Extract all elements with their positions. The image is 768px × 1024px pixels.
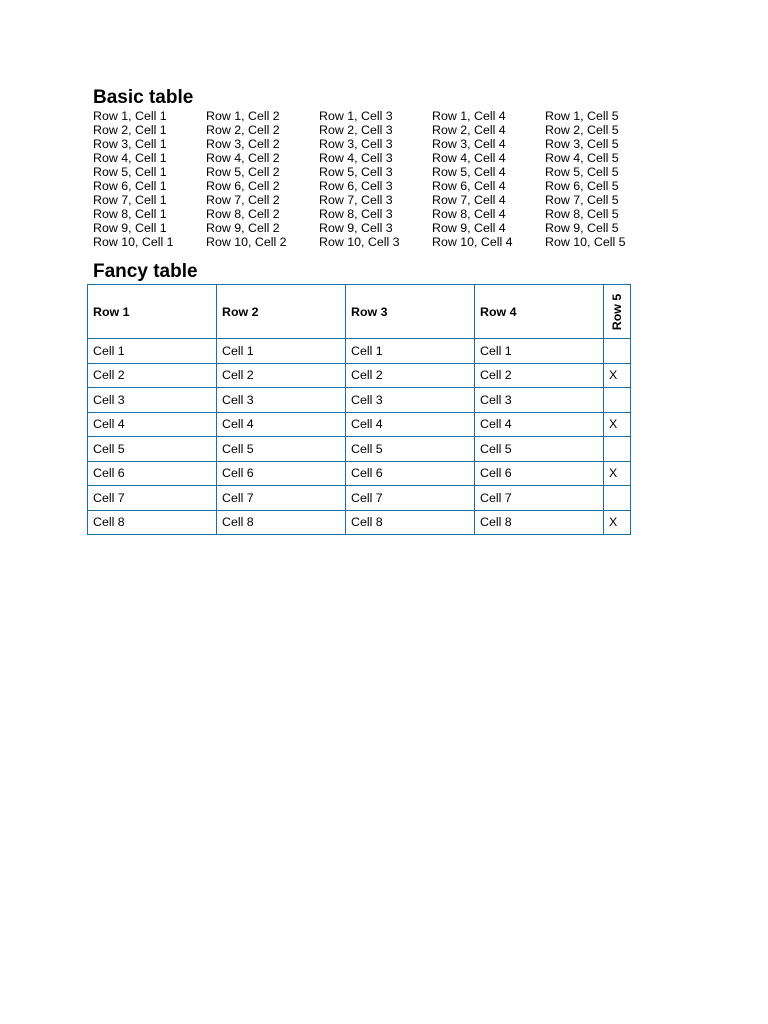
basic-table-row	[93, 123, 658, 137]
basic-table-cell: Row 6, Cell 1	[93, 179, 167, 193]
basic-table-cell: Row 5, Cell 1	[93, 165, 167, 179]
fancy-table-body	[88, 339, 631, 535]
fancy-table-row	[88, 486, 631, 511]
basic-table-cell: Row 7, Cell 1	[93, 193, 167, 207]
basic-table-cell: Row 6, Cell 4	[432, 179, 506, 193]
fancy-table-header-rotated-label: Row 5	[610, 293, 624, 330]
fancy-table-cell: Cell 7	[475, 486, 604, 511]
basic-table-row	[93, 179, 658, 193]
basic-table-cell: Row 5, Cell 5	[545, 165, 619, 179]
basic-table-cell: Row 2, Cell 1	[93, 123, 167, 137]
fancy-table-cell: Cell 1	[217, 339, 346, 364]
basic-table-cell: Row 4, Cell 4	[432, 151, 506, 165]
basic-table-row	[93, 137, 658, 151]
fancy-table-mark-cell	[604, 486, 631, 511]
fancy-table-mark-cell: X	[604, 363, 631, 388]
basic-table-cell: Row 1, Cell 4	[432, 109, 506, 123]
basic-table-cell: Row 2, Cell 3	[319, 123, 393, 137]
fancy-table-header-cell: Row 2	[217, 285, 346, 339]
fancy-table-wrapper	[87, 284, 652, 535]
basic-table-cell: Row 7, Cell 5	[545, 193, 619, 207]
fancy-table-row	[88, 461, 631, 486]
fancy-table-cell: Cell 1	[475, 339, 604, 364]
basic-table-row	[93, 151, 658, 165]
basic-table-cell: Row 7, Cell 2	[206, 193, 280, 207]
fancy-table-cell: Cell 2	[475, 363, 604, 388]
basic-table-cell: Row 2, Cell 4	[432, 123, 506, 137]
basic-table-cell: Row 10, Cell 1	[93, 235, 174, 249]
basic-table	[93, 109, 658, 249]
basic-table-cell: Row 10, Cell 4	[432, 235, 513, 249]
fancy-table-cell: Cell 6	[346, 461, 475, 486]
basic-table-cell: Row 2, Cell 2	[206, 123, 280, 137]
basic-table-cell: Row 8, Cell 2	[206, 207, 280, 221]
fancy-table-cell: Cell 3	[217, 388, 346, 413]
fancy-table	[87, 284, 631, 535]
fancy-table-cell: Cell 8	[475, 510, 604, 535]
fancy-table-cell: Cell 3	[88, 388, 217, 413]
basic-table-cell: Row 9, Cell 2	[206, 221, 280, 235]
basic-table-row	[93, 193, 658, 207]
fancy-table-cell: Cell 6	[475, 461, 604, 486]
fancy-table-row	[88, 388, 631, 413]
basic-table-cell: Row 8, Cell 3	[319, 207, 393, 221]
basic-table-cell: Row 4, Cell 1	[93, 151, 167, 165]
fancy-table-cell: Cell 1	[88, 339, 217, 364]
basic-table-cell: Row 5, Cell 3	[319, 165, 393, 179]
fancy-table-row	[88, 437, 631, 462]
fancy-table-cell: Cell 5	[346, 437, 475, 462]
fancy-table-cell: Cell 4	[346, 412, 475, 437]
basic-table-row	[93, 109, 658, 123]
fancy-table-cell: Cell 5	[475, 437, 604, 462]
fancy-table-cell: Cell 4	[475, 412, 604, 437]
fancy-table-mark-cell: X	[604, 412, 631, 437]
fancy-table-header-row	[88, 285, 631, 339]
basic-table-cell: Row 4, Cell 3	[319, 151, 393, 165]
basic-table-cell: Row 9, Cell 3	[319, 221, 393, 235]
basic-table-body	[93, 109, 658, 249]
basic-table-cell: Row 6, Cell 5	[545, 179, 619, 193]
basic-table-cell: Row 8, Cell 5	[545, 207, 619, 221]
fancy-table-title: Fancy table	[93, 261, 198, 282]
basic-table-title: Basic table	[93, 87, 194, 108]
fancy-table-cell: Cell 3	[475, 388, 604, 413]
basic-table-row	[93, 207, 658, 221]
fancy-table-cell: Cell 1	[346, 339, 475, 364]
fancy-table-row	[88, 363, 631, 388]
basic-table-cell: Row 8, Cell 4	[432, 207, 506, 221]
basic-table-cell: Row 6, Cell 2	[206, 179, 280, 193]
basic-table-cell: Row 3, Cell 4	[432, 137, 506, 151]
fancy-table-mark-cell	[604, 437, 631, 462]
basic-table-cell: Row 7, Cell 4	[432, 193, 506, 207]
fancy-table-cell: Cell 3	[346, 388, 475, 413]
basic-table-cell: Row 2, Cell 5	[545, 123, 619, 137]
fancy-table-cell: Cell 4	[88, 412, 217, 437]
basic-table-cell: Row 1, Cell 3	[319, 109, 393, 123]
fancy-table-mark-cell	[604, 388, 631, 413]
fancy-table-cell: Cell 8	[346, 510, 475, 535]
basic-table-cell: Row 3, Cell 5	[545, 137, 619, 151]
fancy-table-cell: Cell 2	[217, 363, 346, 388]
fancy-table-mark-cell: X	[604, 510, 631, 535]
basic-table-cell: Row 1, Cell 1	[93, 109, 167, 123]
fancy-table-cell: Cell 8	[217, 510, 346, 535]
basic-table-cell: Row 10, Cell 2	[206, 235, 287, 249]
basic-table-cell: Row 4, Cell 5	[545, 151, 619, 165]
basic-table-row	[93, 221, 658, 235]
fancy-table-mark-cell: X	[604, 461, 631, 486]
basic-table-cell: Row 5, Cell 2	[206, 165, 280, 179]
fancy-table-cell: Cell 5	[217, 437, 346, 462]
basic-table-cell: Row 9, Cell 4	[432, 221, 506, 235]
basic-table-cell: Row 8, Cell 1	[93, 207, 167, 221]
fancy-table-cell: Cell 2	[346, 363, 475, 388]
fancy-table-header-cell	[604, 285, 631, 339]
fancy-table-cell: Cell 7	[88, 486, 217, 511]
fancy-table-header-cell: Row 1	[88, 285, 217, 339]
basic-table-cell: Row 9, Cell 5	[545, 221, 619, 235]
basic-table-row	[93, 165, 658, 179]
basic-table-cell: Row 3, Cell 2	[206, 137, 280, 151]
fancy-table-mark-cell	[604, 339, 631, 364]
fancy-table-cell: Cell 7	[217, 486, 346, 511]
fancy-table-row	[88, 339, 631, 364]
basic-table-cell: Row 3, Cell 3	[319, 137, 393, 151]
fancy-table-cell: Cell 4	[217, 412, 346, 437]
basic-table-cell: Row 10, Cell 3	[319, 235, 400, 249]
fancy-table-cell: Cell 2	[88, 363, 217, 388]
fancy-table-header-cell: Row 4	[475, 285, 604, 339]
basic-table-cell: Row 10, Cell 5	[545, 235, 626, 249]
fancy-table-cell: Cell 7	[346, 486, 475, 511]
basic-table-cell: Row 4, Cell 2	[206, 151, 280, 165]
basic-table-cell: Row 3, Cell 1	[93, 137, 167, 151]
fancy-table-cell: Cell 6	[88, 461, 217, 486]
fancy-table-cell: Cell 5	[88, 437, 217, 462]
basic-table-cell: Row 7, Cell 3	[319, 193, 393, 207]
basic-table-cell: Row 9, Cell 1	[93, 221, 167, 235]
basic-table-cell: Row 6, Cell 3	[319, 179, 393, 193]
fancy-table-row	[88, 510, 631, 535]
basic-table-cell: Row 1, Cell 2	[206, 109, 280, 123]
basic-table-cell: Row 5, Cell 4	[432, 165, 506, 179]
fancy-table-cell: Cell 8	[88, 510, 217, 535]
basic-table-row	[93, 235, 658, 249]
fancy-table-row	[88, 412, 631, 437]
fancy-table-cell: Cell 6	[217, 461, 346, 486]
basic-table-cell: Row 1, Cell 5	[545, 109, 619, 123]
document-page	[93, 87, 658, 535]
fancy-table-header-cell: Row 3	[346, 285, 475, 339]
